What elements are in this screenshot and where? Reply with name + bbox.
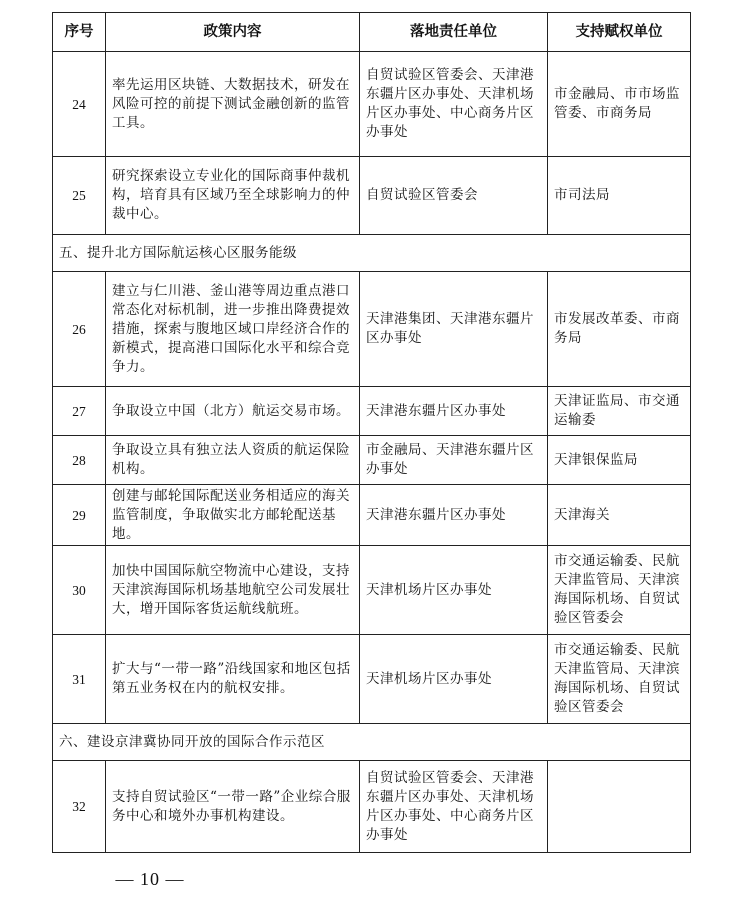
policy-content: 争取设立中国（北方）航运交易市场。 (106, 387, 360, 436)
responsible-unit: 自贸试验区管委会、天津港东疆片区办事处、天津机场片区办事处、中心商务片区办事处 (360, 761, 548, 853)
responsible-unit: 天津港东疆片区办事处 (360, 485, 548, 546)
table-row (53, 157, 691, 235)
policy-content: 创建与邮轮国际配送业务相适应的海关监管制度，争取做实北方邮轮配送基地。 (106, 485, 360, 546)
table-row (53, 635, 691, 724)
header-policy-content: 政策内容 (106, 13, 360, 52)
row-number: 32 (53, 761, 106, 853)
supporting-unit: 市交通运输委、民航天津监管局、天津滨海国际机场、自贸试验区管委会 (548, 546, 691, 635)
supporting-unit: 天津证监局、市交通运输委 (548, 387, 691, 436)
supporting-unit: 天津银保监局 (548, 436, 691, 485)
row-number: 28 (53, 436, 106, 485)
page-number: — 10 — (115, 869, 185, 889)
row-number: 31 (53, 635, 106, 724)
responsible-unit: 市金融局、天津港东疆片区办事处 (360, 436, 548, 485)
policy-content: 建立与仁川港、釜山港等周边重点港口常态化对标机制，进一步推出降费提效措施，探索与腹地区域口岸经济合作的新模式，提高港口国际化水平和综合竞争力。 (106, 272, 360, 387)
responsible-unit: 自贸试验区管委会 (360, 157, 548, 235)
row-number: 30 (53, 546, 106, 635)
header-supporting-unit: 支持赋权单位 (548, 13, 691, 52)
table-row (53, 272, 691, 387)
policy-content: 率先运用区块链、大数据技术，研发在风险可控的前提下测试金融创新的监管工具。 (106, 52, 360, 157)
section-row (53, 235, 691, 272)
row-number: 26 (53, 272, 106, 387)
policy-table (52, 12, 691, 853)
section-heading: 六、建设京津冀协同开放的国际合作示范区 (53, 724, 691, 761)
policy-content: 争取设立具有独立法人资质的航运保险机构。 (106, 436, 360, 485)
supporting-unit: 市金融局、市市场监管委、市商务局 (548, 52, 691, 157)
supporting-unit: 天津海关 (548, 485, 691, 546)
responsible-unit: 自贸试验区管委会、天津港东疆片区办事处、天津机场片区办事处、中心商务片区办事处 (360, 52, 548, 157)
supporting-unit (548, 761, 691, 853)
table-row (53, 546, 691, 635)
supporting-unit: 市司法局 (548, 157, 691, 235)
policy-content: 支持自贸试验区“一带一路”企业综合服务中心和境外办事机构建设。 (106, 761, 360, 853)
table-row (53, 761, 691, 853)
row-number: 29 (53, 485, 106, 546)
supporting-unit: 市交通运输委、民航天津监管局、天津滨海国际机场、自贸试验区管委会 (548, 635, 691, 724)
section-row (53, 724, 691, 761)
supporting-unit: 市发展改革委、市商务局 (548, 272, 691, 387)
responsible-unit: 天津机场片区办事处 (360, 546, 548, 635)
row-number: 25 (53, 157, 106, 235)
policy-content: 扩大与“一带一路”沿线国家和地区包括第五业务权在内的航权安排。 (106, 635, 360, 724)
responsible-unit: 天津港集团、天津港东疆片区办事处 (360, 272, 548, 387)
row-number: 27 (53, 387, 106, 436)
table-row (53, 52, 691, 157)
table-row (53, 485, 691, 546)
responsible-unit: 天津港东疆片区办事处 (360, 387, 548, 436)
section-heading: 五、提升北方国际航运核心区服务能级 (53, 235, 691, 272)
policy-content: 加快中国国际航空物流中心建设，支持天津滨海国际机场基地航空公司发展壮大，增开国际客货运航线航班。 (106, 546, 360, 635)
table-row (53, 387, 691, 436)
responsible-unit: 天津机场片区办事处 (360, 635, 548, 724)
header-responsible-unit: 落地责任单位 (360, 13, 548, 52)
policy-content: 研究探索设立专业化的国际商事仲裁机构，培育具有区域乃至全球影响力的仲裁中心。 (106, 157, 360, 235)
header-number: 序号 (53, 13, 106, 52)
row-number: 24 (53, 52, 106, 157)
table-row (53, 436, 691, 485)
header-row (53, 13, 691, 52)
